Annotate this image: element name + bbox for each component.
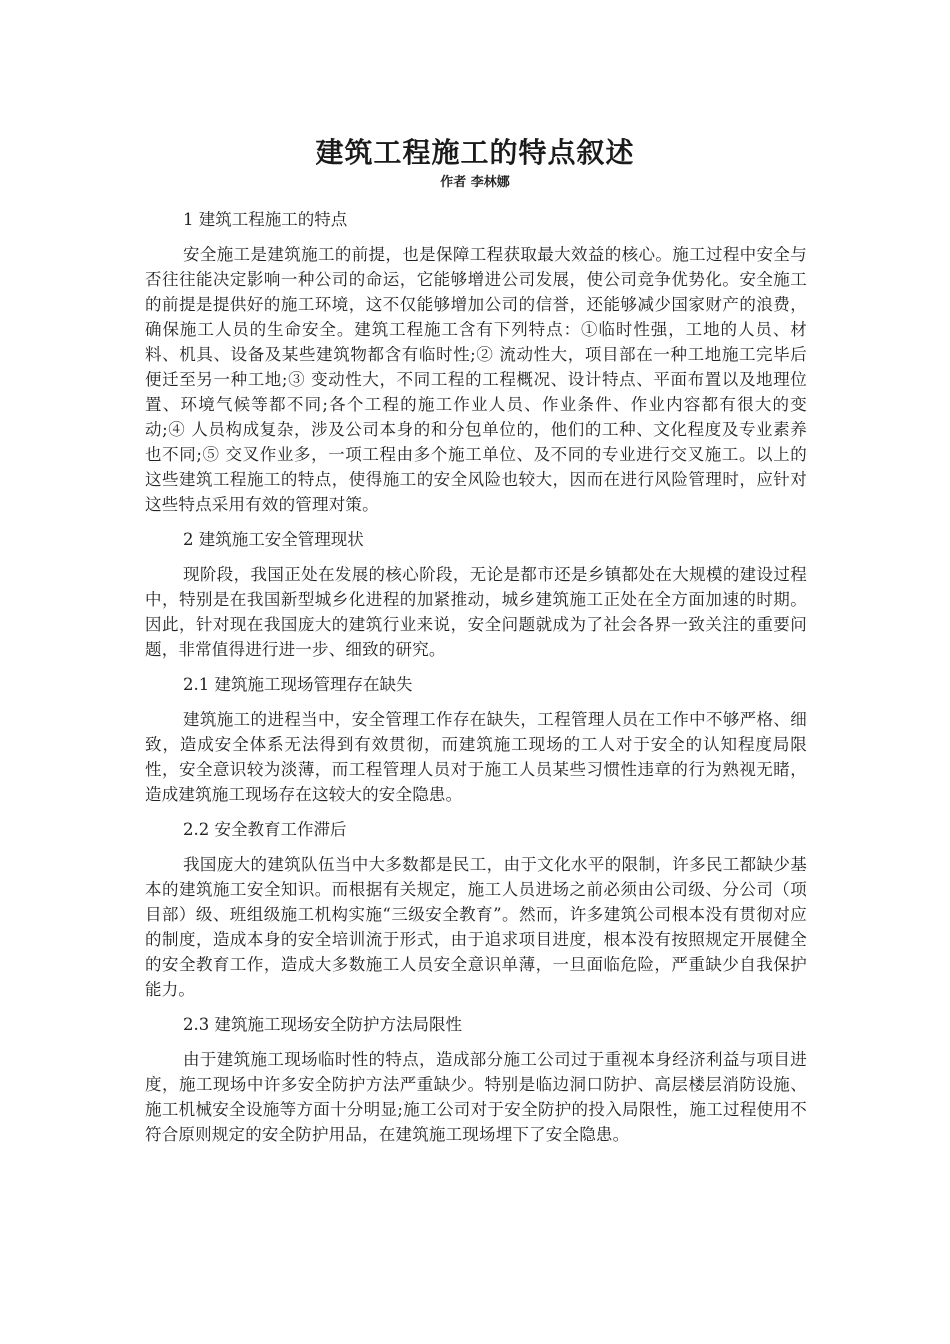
section-1	[145, 207, 807, 517]
section-paragraph: 现阶段，我国正处在发展的核心阶段，无论是都市还是乡镇都处在大规模的建设过程中，特别是在我国新型城乡化进程的加紧推动，城乡建筑施工正处在全方面加速的时期。因此，针对现在我国庞大的建筑行业来说，安全问题就成为了社会各界一致关注的重要问题，非常值得进行进一步、细致的研究。	[145, 565, 807, 659]
section-paragraph: 我国庞大的建筑队伍当中大多数都是民工，由于文化水平的限制，许多民工都缺少基本的建筑施工安全知识。而根据有关规定，施工人员进场之前必须由公司级、分公司（项目部）级、班组级施工机构实施“三级安全教育”。然而，许多建筑公司根本没有贯彻对应的制度，造成本身的安全培训流于形式，由于追求项目进度，根本没有按照规定开展健全的安全教育工作，造成大多数施工人员安全意识单薄，一旦面临危险，严重缺少自我保护能力。	[145, 855, 807, 999]
section-heading: 2.1 建筑施工现场管理存在缺失	[183, 675, 413, 694]
section-paragraph: 安全施工是建筑施工的前提，也是保障工程获取最大效益的核心。施工过程中安全与否往往能决定影响一种公司的命运，它能够增进公司发展，使公司竞争优势化。安全施工的前提是提供好的施工环境，这不仅能够增加公司的信誉，还能够减少国家财产的浪费，确保施工人员的生命安全。建筑工程施工含有下列特点：①临时性强，工地的人员、材料、机具、设备及某些建筑物都含有临时性;② 流动性大，项目部在一种工地施工完毕后便迁至另一种工地;③ 变动性大，不同工程的工程概况、设计特点、平面布置以及地理位置、环境气候等都不同;各个工程的施工作业人员、作业条件、作业内容都有很大的变动;④ 人员构成复杂，涉及公司本身的和分包单位的，他们的工种、文化程度及专业素养也不同;⑤ 交叉作业多，一项工程由多个施工单位、及不同的专业进行交叉施工。以上的这些建筑工程施工的特点，使得施工的安全风险也较大，因而在进行风险管理时，应针对这些特点采用有效的管理对策。	[145, 245, 807, 514]
document-body	[145, 207, 807, 1157]
section-paragraph: 由于建筑施工现场临时性的特点，造成部分施工公司过于重视本身经济利益与项目进度，施工现场中许多安全防护方法严重缺少。特别是临边洞口防护、高层楼层消防设施、施工机械安全设施等方面十分明显;施工公司对于安全防护的投入局限性，施工过程使用不符合原则规定的安全防护用品，在建筑施工现场埋下了安全隐患。	[145, 1050, 807, 1144]
section-heading: 1 建筑工程施工的特点	[183, 210, 348, 229]
section-2-3	[145, 1012, 807, 1147]
document-author: 作者 李林娜	[440, 175, 510, 190]
section-paragraph: 建筑施工的进程当中，安全管理工作存在缺失，工程管理人员在工作中不够严格、细致，造成安全体系无法得到有效贯彻，而建筑施工现场的工人对于安全的认知程度局限性，安全意识较为淡薄，而工程管理人员对于施工人员某些习惯性违章的行为熟视无睹，造成建筑施工现场存在这较大的安全隐患。	[145, 710, 807, 804]
document-title: 建筑工程施工的特点叙述	[315, 136, 635, 169]
section-heading: 2 建筑施工安全管理现状	[183, 530, 364, 549]
section-2-1	[145, 672, 807, 807]
section-2-2	[145, 817, 807, 1002]
section-heading: 2.3 建筑施工现场安全防护方法局限性	[183, 1015, 462, 1034]
section-2	[145, 527, 807, 662]
section-heading: 2.2 安全教育工作滞后	[183, 820, 347, 839]
